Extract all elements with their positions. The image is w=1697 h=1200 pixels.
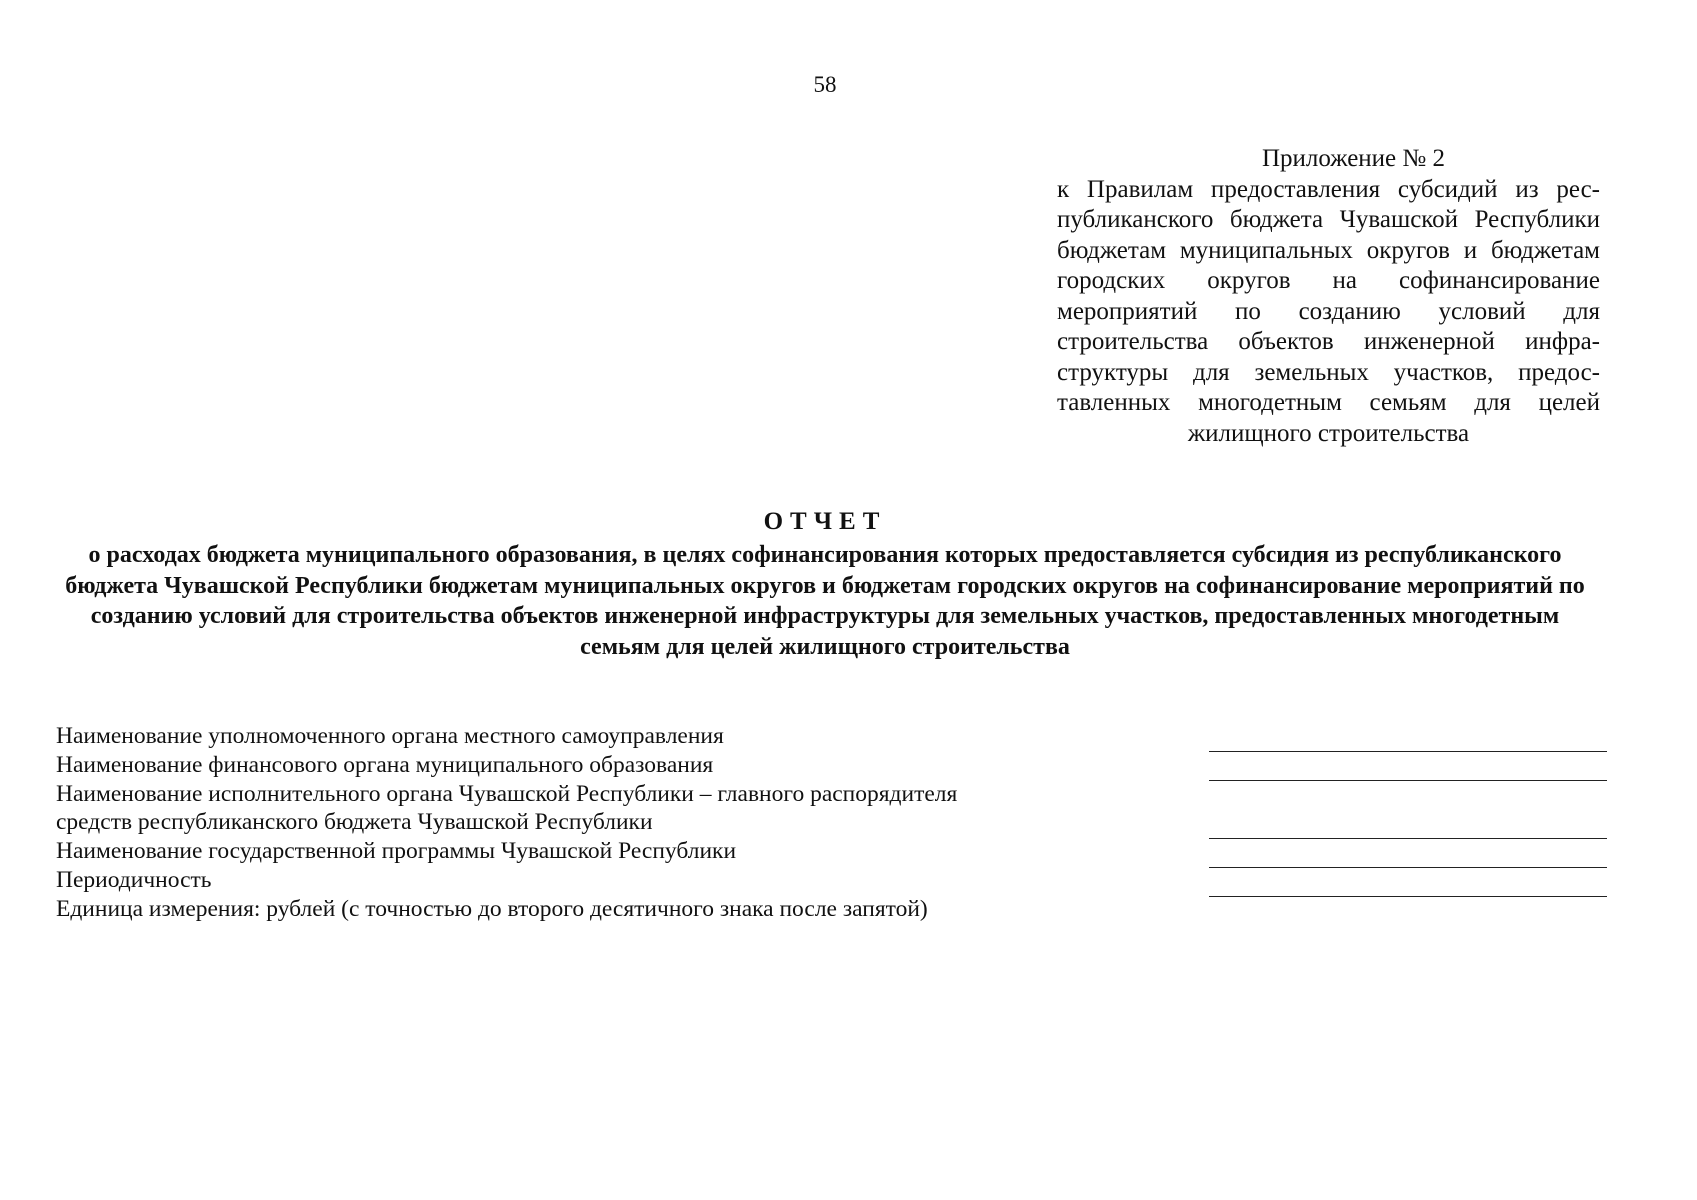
field-label-executive-body: Наименование исполнительного органа Чувашской Республики – главного распорядителя	[56, 780, 958, 807]
appendix-block	[1057, 144, 1600, 449]
blank-line-financial-body[interactable]	[1209, 780, 1607, 781]
appendix-heading: Приложение № 2	[1261, 145, 1446, 172]
blank-line-state-program[interactable]	[1209, 867, 1607, 868]
blank-line-authority[interactable]	[1209, 751, 1607, 752]
blank-line-executive-body[interactable]	[1209, 838, 1607, 839]
appendix-text: к Правилам предоставления субсидий из республиканского бюджета Чувашской Республики бюджетам муниципальных округов и бюджетам городских округов на софинансирование мероприятий по созданию условий для строительства объектов инженерной инфраструктуры для земельных участков, предоставленных многодетным семьям для целей жилищного строительства	[1057, 175, 1600, 447]
field-label-state-program: Наименование государственной программы Чувашской Республики	[56, 838, 737, 865]
field-label-executive-body-cont: средств республиканского бюджета Чувашской Республики	[56, 809, 653, 836]
field-label-periodicity: Периодичность	[56, 866, 212, 893]
report-title: ОТЧЕТ	[763, 508, 887, 535]
blank-line-periodicity[interactable]	[1209, 896, 1607, 897]
form-labels	[56, 722, 1156, 924]
field-label-authority: Наименование уполномоченного органа местного самоуправления	[56, 723, 724, 749]
report-subtitle: о расходах бюджета муниципального образования, в целях софинансирования которых предоставляется субсидия из республиканского бюджета Чувашской Республики бюджетам муниципальных округов и бюджетам городских округов на софинансирование мероприятий по созданию условий для строительства объектов инженерной инфраструктуры для земельных участков, предоставленных многодетным семьям для целей жилищного строительства	[65, 542, 1585, 660]
page-number: 58	[813, 72, 837, 97]
field-label-financial-body: Наименование финансового органа муниципального образования	[56, 751, 714, 778]
field-label-unit: Единица измерения: рублей (с точностью до второго десятичного знака после запятой)	[56, 895, 928, 922]
